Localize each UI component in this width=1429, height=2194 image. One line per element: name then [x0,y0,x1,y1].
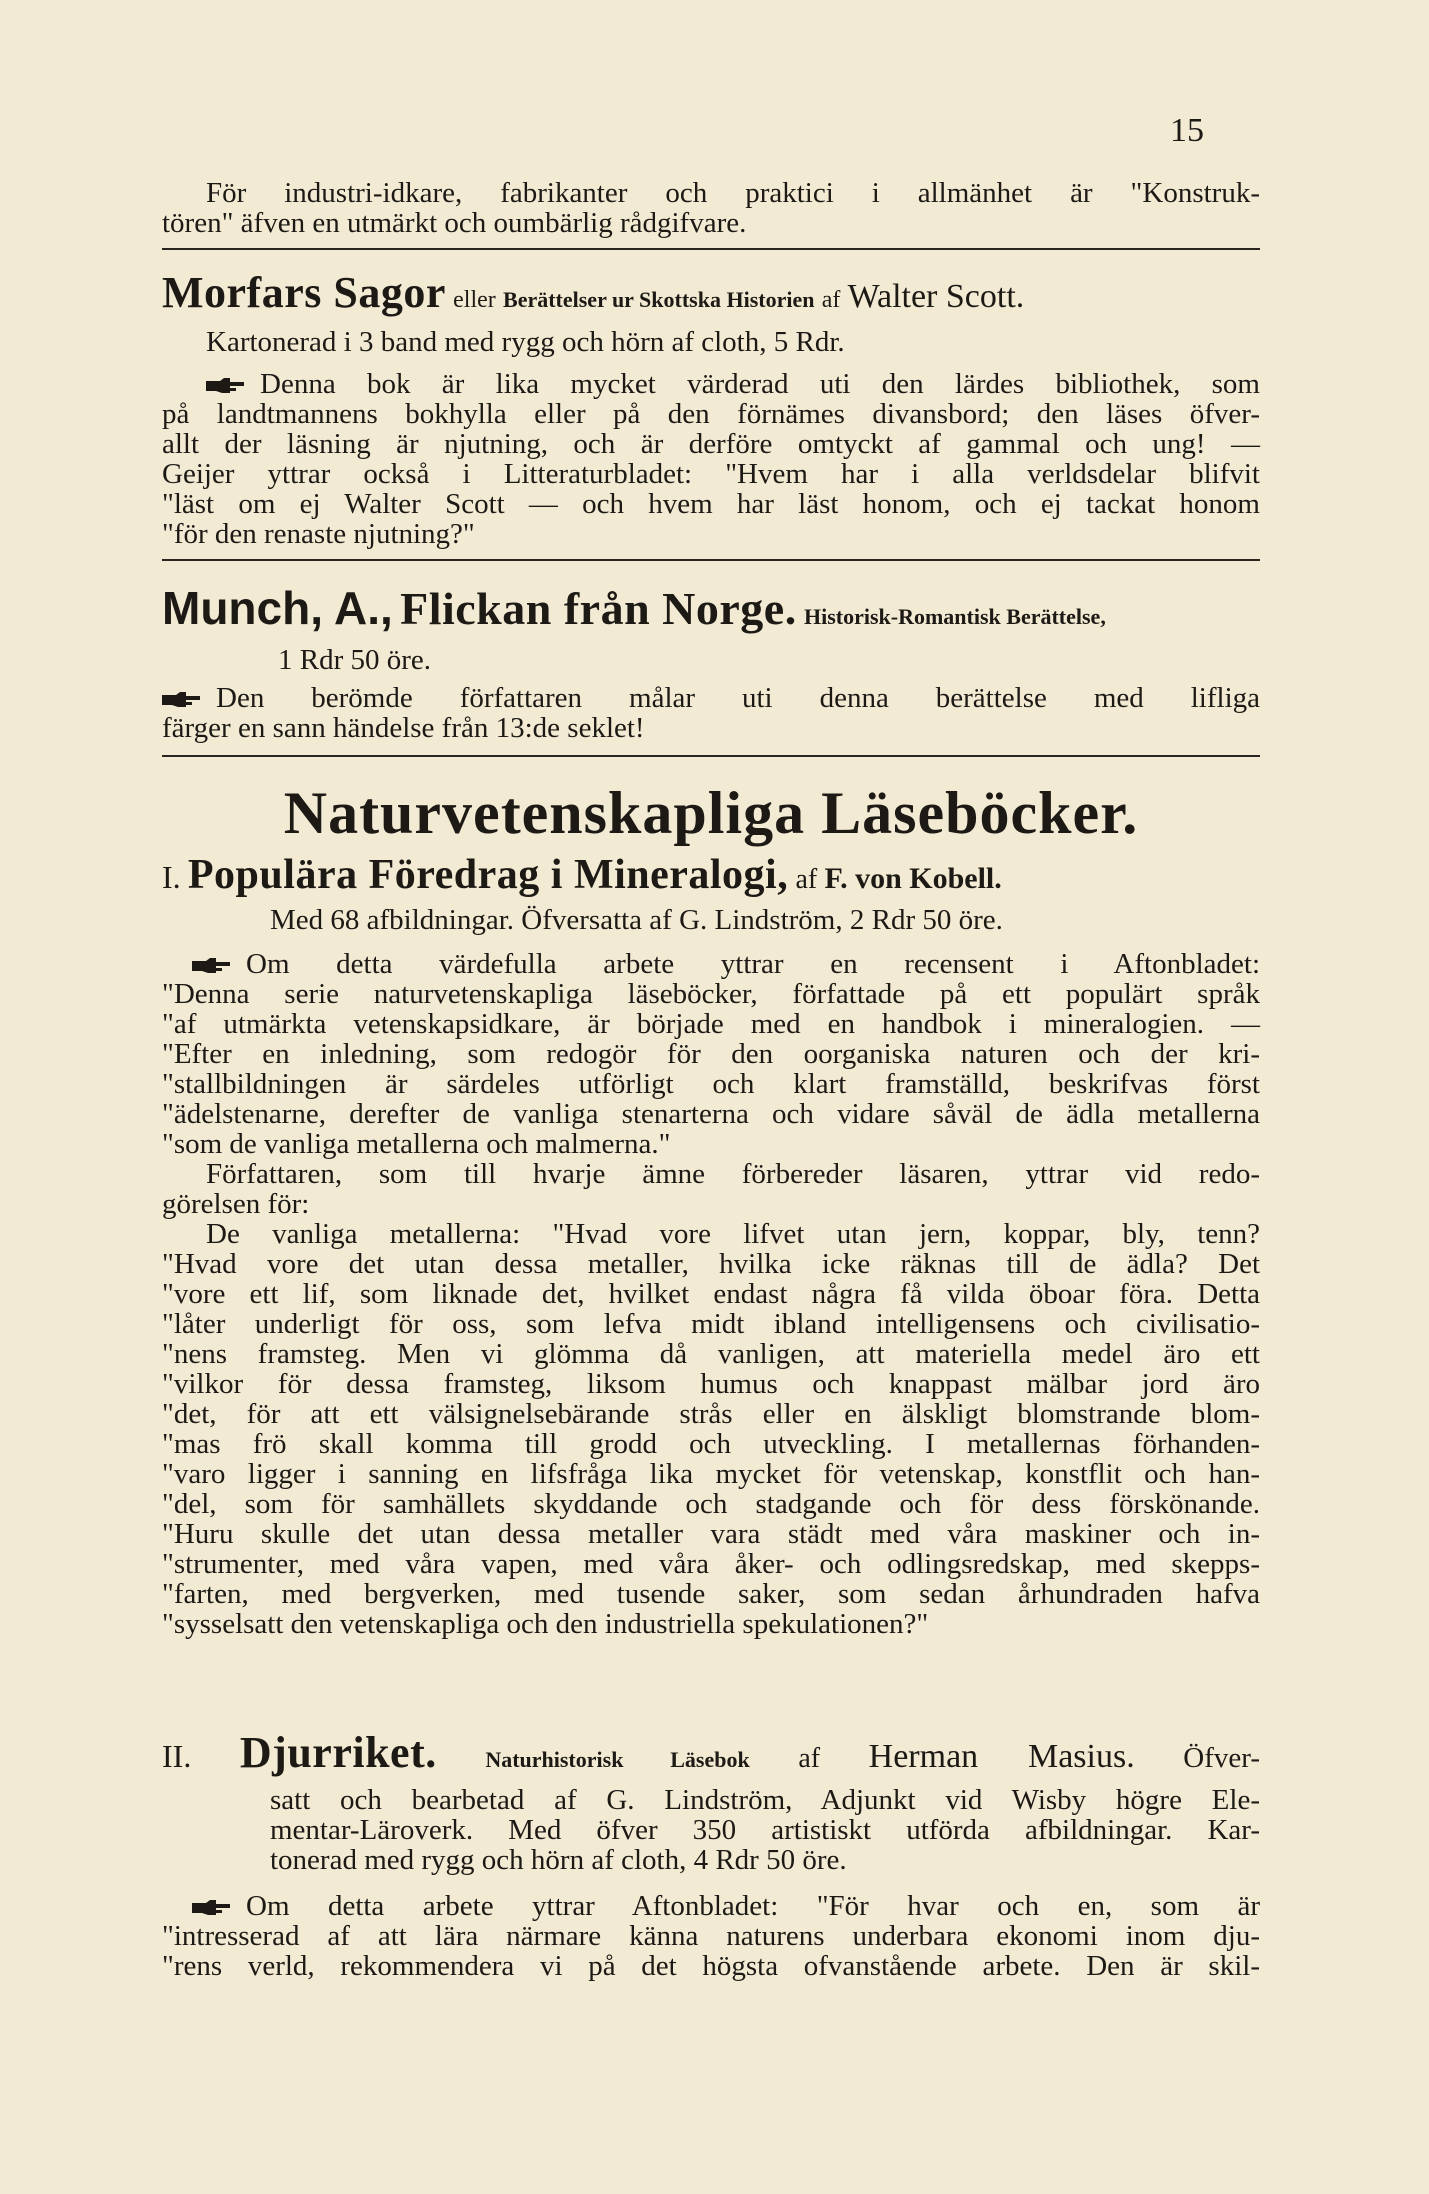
body-line: "läst om ej Walter Scott — och hvem har läst honom, och ej tackat honom [162,488,1260,520]
body-line: "sysselsatt den vetenskapliga och den industriella spekulationen?" [162,1608,929,1640]
page-number: 15 [1170,112,1204,149]
pointing-hand-icon [192,1899,232,1917]
body-line: Geijer yttrar också i Litteraturbladet: "Hvem har i alla verldsdelar blifvit [162,458,1260,490]
intro-block [162,178,1260,250]
intro-line: tören" äfven en utmärkt och oumbärlig rådgifvare. [162,207,747,239]
body-line: "del, som för samhällets skyddande och stadgande och för dess förskönande. [162,1488,1260,1520]
entry-book-2 [162,1728,1260,1981]
body-line: "strumenter, med våra vapen, med våra åker- och odlingsredskap, med skepps- [162,1548,1260,1580]
body-line: Den berömde författaren målar uti denna berättelse med lifliga [216,682,1260,714]
entry-numeral: II. [162,1738,192,1774]
pointing-hand-icon [192,957,232,975]
entry-by: af [821,287,841,313]
body-line: "Huru skulle det utan dessa metaller vara städt med våra maskiner och in- [162,1518,1260,1550]
body-line: "låter underligt för oss, som lefva midt ibland intelligensens och civilisatio- [162,1308,1260,1340]
entry-details: tonerad med rygg och hörn af cloth, 4 Rdr 50 öre. [270,1844,847,1876]
body-line: "rens verld, rekommendera vi på det högsta ofvanstående arbete. Den är skil- [162,1950,1260,1982]
entry-subtitle: Naturhistorisk Läsebok [485,1747,750,1772]
entry-by: af [798,1743,821,1774]
body-line: "farten, med bergverken, med tusende saker, som sedan århundraden hafva [162,1578,1260,1610]
intro-line: För industri-idkare, fabrikanter och praktici i allmänhet är "Konstruk- [206,177,1260,209]
body-line: Om detta arbete yttrar Aftonbladet: "För hvar och en, som är [246,1890,1260,1922]
body-line: allt der läsning är njutning, och är derföre omtyckt af gammal och ung! — [162,428,1260,460]
entry-title: Populära Föredrag i Mineralogi, [187,852,789,898]
body-line: Författaren, som till hvarje ämne förbereder läsaren, yttrar vid redo- [206,1158,1260,1190]
pointing-hand-icon [206,377,246,395]
entry-subtitle: Historisk-Romantisk Berättelse, [803,604,1106,629]
body-line: "nens framsteg. Men vi glömma då vanligen, att materiella medel äro ett [162,1338,1260,1370]
divider [162,755,1260,757]
body-line: "som de vanliga metallerna och malmerna." [162,1128,671,1160]
entry-details: mentar-Läroverk. Med öfver 350 artistiskt utförda afbildningar. Kar- [270,1814,1260,1846]
body-line: "af utmärkta vetenskapsidkare, är började med en handbok i mineralogien. — [162,1008,1260,1040]
body-line: De vanliga metallerna: "Hvad vore lifvet utan jern, koppar, bly, tenn? [206,1218,1260,1250]
entry-price: 1 Rdr 50 öre. [278,644,432,676]
entry-author: Herman Masius. [868,1738,1135,1775]
entry-details: satt och bearbetad af G. Lindström, Adjunkt vid Wisby högre Ele- [270,1784,1260,1816]
entry-morfars [162,270,1260,561]
entry-details: Med 68 afbildningar. Öfversatta af G. Lindström, 2 Rdr 50 öre. [270,904,1003,936]
section-header [162,778,1260,848]
body-line: "Denna serie naturvetenskapliga läseböcker, författade på ett populärt språk [162,978,1260,1010]
body-line: "Efter en inledning, som redogör för den oorganiska naturen och der kri- [162,1038,1260,1070]
body-line: färger en sann händelse från 13:de seklet! [162,712,645,744]
entry-subtitle-pre: eller [453,287,496,313]
entry-author: Munch, A., [162,582,393,634]
divider [162,248,1260,250]
entry-subtitle: Berättelser ur Skottska Historien [503,287,815,312]
body-line: på landtmannens bokhylla eller på den förnämes divansbord; den läses öfver- [162,398,1260,430]
entry-details-start: Öfver- [1183,1742,1261,1774]
entry-author: Walter Scott. [847,278,1025,315]
body-line: "ädelstenarne, derefter de vanliga stenarterna och vidare såväl de ädla metallerna [162,1098,1260,1130]
body-line: "vilkor för dessa framsteg, liksom humus och knappast mälbar jord äro [162,1368,1260,1400]
entry-title: Flickan från Norge. [400,583,797,634]
body-line: Om detta värdefulla arbete yttrar en recensent i Aftonbladet: [246,948,1260,980]
body-line: "för den renaste njutning?" [162,518,475,550]
body-line: "stallbildningen är särdeles utförligt och klart framställd, beskrifvas först [162,1068,1260,1100]
body-line: "Hvad vore det utan dessa metaller, hvilka icke räknas till de ädla? Det [162,1248,1260,1280]
entry-title: Morfars Sagor [162,268,446,317]
entry-munch [162,580,1260,757]
divider [162,559,1260,561]
pointing-hand-icon [162,691,202,709]
section-heading: Naturvetenskapliga Läseböcker. [283,780,1139,846]
entry-by: af [795,864,818,895]
body-line: Denna bok är lika mycket värderad uti den lärdes bibliothek, som [260,368,1260,400]
entry-numeral: I. [162,859,181,895]
body-line: görelsen för: [162,1188,310,1220]
entry-details: Kartonerad i 3 band med rygg och hörn af cloth, 5 Rdr. [206,326,845,358]
body-line: "mas frö skall komma till grodd och utveckling. I metallernas förhanden- [162,1428,1260,1460]
body-line: "vore ett lif, som liknade det, hvilket endast några få vilda öboar föra. Detta [162,1278,1260,1310]
entry-author: F. von Kobell. [824,862,1002,895]
body-line: "det, för att ett välsignelsebärande strås eller en älskligt blomstrande blom- [162,1398,1260,1430]
entry-title: Djurriket. [239,1728,437,1777]
entry-book-1 [162,850,1260,1639]
body-line: "intresserad af att lära närmare känna naturens underbara ekonomi inom dju- [162,1920,1260,1952]
body-line: "varo ligger i sanning en lifsfråga lika mycket för vetenskap, konstflit och han- [162,1458,1260,1490]
